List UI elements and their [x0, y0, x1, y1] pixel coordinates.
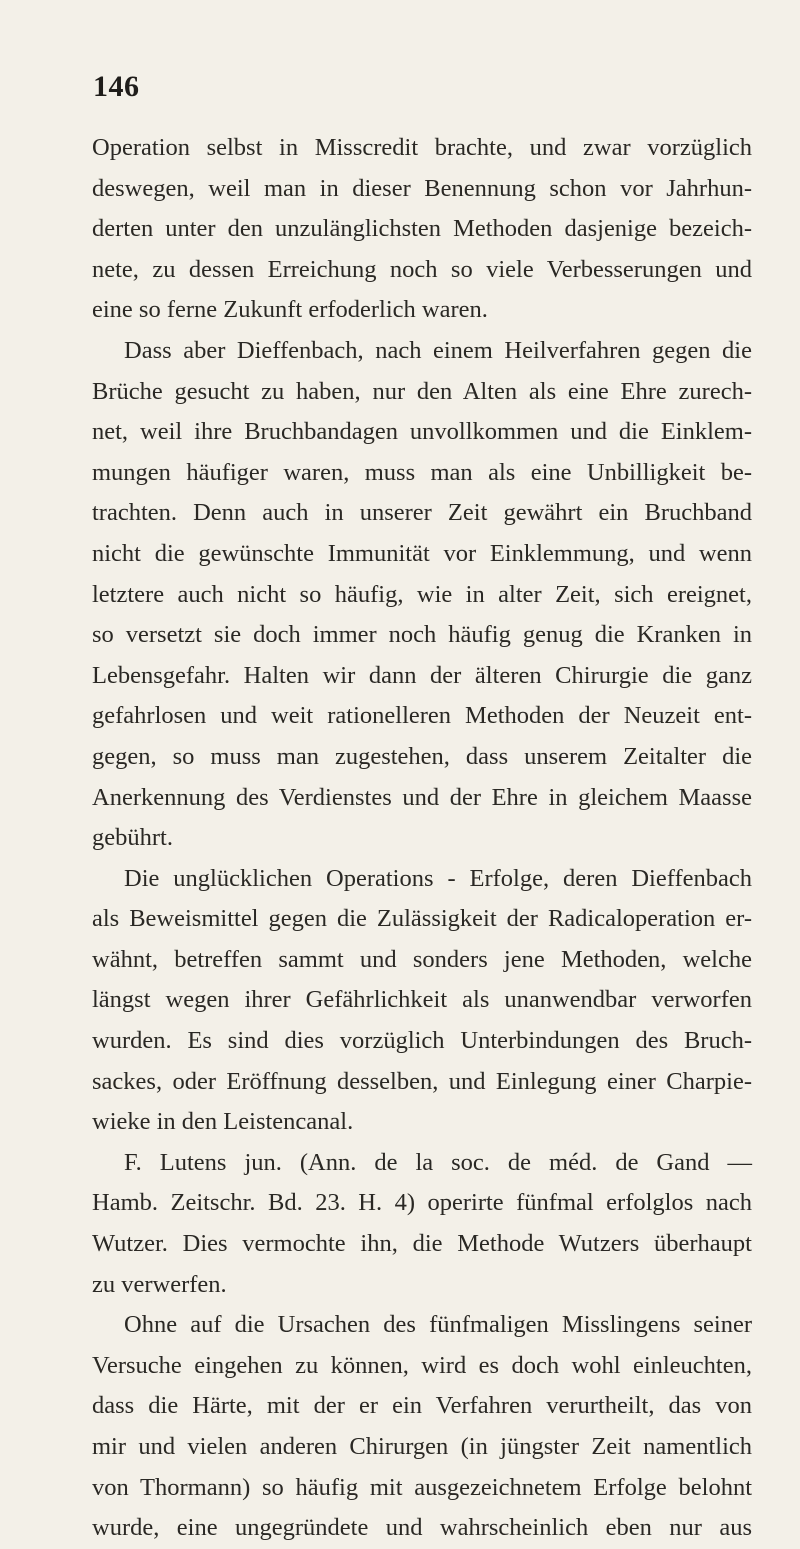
text-line: wieke in den Leistencanal. — [92, 1108, 354, 1136]
text-line: so versetzt sie doch immer noch häufig genug die Kranken in — [92, 621, 752, 649]
text-line: wähnt, betreffen sammt und sonders jene Methoden, welche — [92, 945, 752, 973]
text-line: Operation selbst in Misscredit brachte, und zwar vorzüglich — [92, 134, 752, 161]
text-line: wurden. Es sind dies vorzüglich Unterbindungen des Bruch- — [92, 1027, 752, 1055]
page-number: 146 — [93, 70, 140, 103]
text-line: net, weil ihre Bruchbandagen unvollkommen und die Einklem- — [92, 418, 752, 446]
text-line: Brüche gesucht zu haben, nur den Alten als eine Ehre zurech- — [92, 377, 752, 405]
text-line: gebührt. — [92, 824, 173, 852]
text-line: mir und vielen anderen Chirurgen (in jüngster Zeit namentlich — [92, 1433, 752, 1460]
text-line: mungen häufiger waren, muss man als eine Unbilligkeit be- — [92, 458, 752, 486]
text-line: Versuche eingehen zu können, wird es doch wohl einleuchten, — [92, 1351, 752, 1379]
text-line: derten unter den unzulänglichsten Methoden dasjenige bezeich- — [92, 215, 752, 243]
text-line: F. Lutens jun. (Ann. de la soc. de méd. de Gand — — [124, 1148, 752, 1176]
text-line: sackes, oder Eröffnung desselben, und Einlegung einer Charpie- — [92, 1067, 752, 1095]
text-line: letztere auch nicht so häufig, wie in alter Zeit, sich ereignet, — [92, 580, 752, 608]
text-line: von Thormann) so häufig mit ausgezeichnetem Erfolge belohnt — [92, 1473, 752, 1501]
body-text — [92, 128, 752, 1549]
text-line: Die unglücklichen Operations - Erfolge, deren Dieffenbach — [124, 864, 752, 892]
text-line: eine so ferne Zukunft erfoderlich waren. — [92, 296, 488, 324]
text-line: trachten. Denn auch in unserer Zeit gewährt ein Bruchband — [92, 499, 752, 527]
text-line: längst wegen ihrer Gefährlichkeit als unanwendbar verworfen — [92, 986, 752, 1014]
text-line: zu verwerfen. — [92, 1270, 227, 1298]
text-line: Dass aber Dieffenbach, nach einem Heilverfahren gegen die — [124, 336, 752, 364]
text-line: Lebensgefahr. Halten wir dann der älteren Chirurgie die ganz — [92, 661, 752, 689]
text-line: als Beweismittel gegen die Zulässigkeit der Radicaloperation er- — [92, 905, 752, 933]
text-line: nete, zu dessen Erreichung noch so viele Verbesserungen und — [92, 255, 752, 283]
text-line: Ohne auf die Ursachen des fünfmaligen Misslingens seiner — [124, 1311, 752, 1339]
text-line: nicht die gewünschte Immunität vor Einklemmung, und wenn — [92, 539, 752, 567]
text-line: Anerkennung des Verdienstes und der Ehre in gleichem Maasse — [92, 783, 752, 811]
text-line: deswegen, weil man in dieser Benennung schon vor Jahrhun- — [92, 174, 752, 202]
text-line: gefahrlosen und weit rationelleren Methoden der Neuzeit ent- — [92, 702, 752, 730]
text-line: Wutzer. Dies vermochte ihn, die Methode Wutzers überhaupt — [92, 1230, 752, 1258]
text-line: Hamb. Zeitschr. Bd. 23. H. 4) operirte fünfmal erfolglos nach — [92, 1189, 752, 1217]
text-line: gegen, so muss man zugestehen, dass unserem Zeitalter die — [92, 742, 752, 770]
text-line: wurde, eine ungegründete und wahrscheinlich eben nur aus — [92, 1514, 752, 1542]
text-line: dass die Härte, mit der er ein Verfahren verurtheilt, das von — [92, 1392, 752, 1420]
